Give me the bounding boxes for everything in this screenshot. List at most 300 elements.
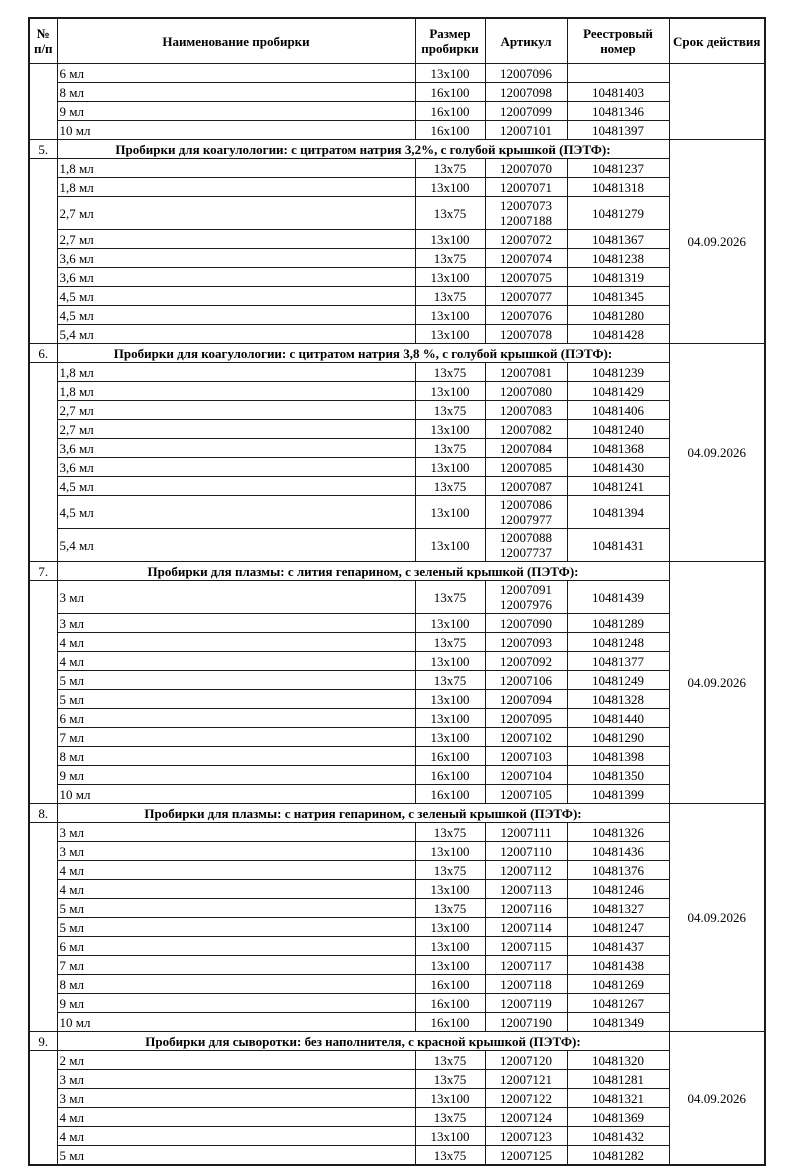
- cell-article: [485, 529, 567, 562]
- cell-article: [485, 439, 567, 458]
- cell-size: 13x100: [415, 1127, 485, 1146]
- cell-registry: 10481328: [567, 690, 669, 709]
- cell-name: 5 мл: [57, 918, 415, 937]
- article-value: 12007122: [500, 1090, 552, 1106]
- column-header-col-size: Размер пробирки: [415, 18, 485, 64]
- cell-size: 16x100: [415, 747, 485, 766]
- section-header-row: [29, 140, 765, 159]
- cell-name: 3 мл: [57, 614, 415, 633]
- cell-size: 13x100: [415, 918, 485, 937]
- cell-size: 13x100: [415, 178, 485, 197]
- table-row: [29, 529, 765, 562]
- cell-article: [485, 1127, 567, 1146]
- cell-registry: 10481440: [567, 709, 669, 728]
- article-value: 12007103: [500, 748, 552, 764]
- cell-size: 13x75: [415, 671, 485, 690]
- column-header-col-name: Наименование пробирки: [57, 18, 415, 64]
- cell-size: 16x100: [415, 994, 485, 1013]
- table-row: [29, 842, 765, 861]
- cell-name: 3,6 мл: [57, 249, 415, 268]
- cell-size: 13x100: [415, 230, 485, 249]
- cell-name: 1,8 мл: [57, 159, 415, 178]
- article-value: 12007116: [500, 900, 552, 916]
- article-value: 12007188: [500, 213, 552, 228]
- article-value: 12007074: [500, 250, 552, 266]
- cell-article: [485, 1089, 567, 1108]
- cell-name: 7 мл: [57, 956, 415, 975]
- table-row: [29, 880, 765, 899]
- header-row: [29, 18, 765, 64]
- cell-article: [485, 197, 567, 230]
- table-row: [29, 306, 765, 325]
- cell-size: 13x75: [415, 1051, 485, 1070]
- table-row: [29, 1127, 765, 1146]
- cell-article: [485, 496, 567, 529]
- cell-article: [485, 420, 567, 439]
- cell-name: 1,8 мл: [57, 363, 415, 382]
- cell-registry: 10481432: [567, 1127, 669, 1146]
- article-value: 12007082: [500, 421, 552, 437]
- cell-size: 13x75: [415, 439, 485, 458]
- article-value: 12007118: [500, 976, 552, 992]
- cell-name: 9 мл: [57, 994, 415, 1013]
- article-value: 12007071: [500, 179, 552, 195]
- cell-article: [485, 823, 567, 842]
- article-value: 12007112: [500, 862, 552, 878]
- table-row: [29, 325, 765, 344]
- table-row: [29, 956, 765, 975]
- cell-size: 13x75: [415, 1108, 485, 1127]
- cell-name: 2,7 мл: [57, 401, 415, 420]
- cell-registry: 10481240: [567, 420, 669, 439]
- article-value: 12007075: [500, 269, 552, 285]
- cell-size: 13x100: [415, 709, 485, 728]
- article-value: 12007099: [500, 103, 552, 119]
- cell-registry: 10481249: [567, 671, 669, 690]
- article-value: 12007077: [500, 288, 552, 304]
- column-header-col-number: № п/п: [29, 18, 57, 64]
- article-value: 12007977: [500, 512, 552, 527]
- cell-size: 13x100: [415, 306, 485, 325]
- cell-registry: 10481290: [567, 728, 669, 747]
- cell-registry: 10481398: [567, 747, 669, 766]
- cell-registry: 10481367: [567, 230, 669, 249]
- cell-registry: 10481280: [567, 306, 669, 325]
- cell-number-spacer: [29, 581, 57, 804]
- table-row: [29, 899, 765, 918]
- section-title: Пробирки для плазмы: с натрия гепарином, с зеленый крышкой (ПЭТФ):: [57, 804, 669, 823]
- cell-article: [485, 1051, 567, 1070]
- cell-name: 4 мл: [57, 880, 415, 899]
- cell-registry: 10481241: [567, 477, 669, 496]
- cell-name: 8 мл: [57, 747, 415, 766]
- table-row: [29, 785, 765, 804]
- cell-size: 13x100: [415, 64, 485, 83]
- cell-registry: 10481279: [567, 197, 669, 230]
- table-row: [29, 747, 765, 766]
- section-header-row: [29, 562, 765, 581]
- section-title: Пробирки для плазмы: с лития гепарином, с зеленый крышкой (ПЭТФ):: [57, 562, 669, 581]
- cell-registry: 10481267: [567, 994, 669, 1013]
- cell-size: 16x100: [415, 785, 485, 804]
- cell-registry: 10481368: [567, 439, 669, 458]
- article-value: 12007088: [500, 530, 552, 545]
- cell-name: 3 мл: [57, 1089, 415, 1108]
- article-value: 12007083: [500, 402, 552, 418]
- cell-size: 16x100: [415, 975, 485, 994]
- cell-registry: 10481429: [567, 382, 669, 401]
- cell-size: 13x100: [415, 420, 485, 439]
- table-row: [29, 918, 765, 937]
- cell-registry: 10481350: [567, 766, 669, 785]
- cell-article: [485, 899, 567, 918]
- table-row: [29, 671, 765, 690]
- article-value: 12007073: [500, 198, 552, 213]
- cell-article: [485, 633, 567, 652]
- article-value: 12007094: [500, 691, 552, 707]
- table-row: [29, 1146, 765, 1166]
- table-row: [29, 1108, 765, 1127]
- cell-name: 3 мл: [57, 842, 415, 861]
- cell-registry: 10481246: [567, 880, 669, 899]
- cell-number-spacer: [29, 823, 57, 1032]
- table-row: [29, 249, 765, 268]
- cell-article: [485, 382, 567, 401]
- table-row: [29, 728, 765, 747]
- article-value: 12007125: [500, 1147, 552, 1163]
- article-value: 12007091: [500, 582, 552, 597]
- article-value: 12007117: [500, 957, 552, 973]
- article-value: 12007085: [500, 459, 552, 475]
- article-value: 12007111: [500, 824, 552, 840]
- article-value: 12007096: [500, 65, 552, 81]
- cell-size: 13x75: [415, 861, 485, 880]
- article-value: 12007098: [500, 84, 552, 100]
- cell-article: [485, 325, 567, 344]
- section-title: Пробирки для сыворотки: без наполнителя, с красной крышкой (ПЭТФ):: [57, 1032, 669, 1051]
- cell-registry: 10481399: [567, 785, 669, 804]
- cell-name: 9 мл: [57, 766, 415, 785]
- cell-validity: [669, 64, 765, 140]
- cell-registry: 10481318: [567, 178, 669, 197]
- article-value: 12007124: [500, 1109, 552, 1125]
- cell-article: [485, 652, 567, 671]
- cell-name: 2 мл: [57, 1051, 415, 1070]
- cell-size: 13x75: [415, 899, 485, 918]
- article-value: 12007101: [500, 122, 552, 138]
- cell-article: [485, 842, 567, 861]
- cell-registry: 10481345: [567, 287, 669, 306]
- table-row: [29, 496, 765, 529]
- table-row: [29, 766, 765, 785]
- cell-name: 3 мл: [57, 823, 415, 842]
- cell-registry: 10481289: [567, 614, 669, 633]
- cell-registry: 10481269: [567, 975, 669, 994]
- cell-size: 13x75: [415, 401, 485, 420]
- cell-name: 5 мл: [57, 899, 415, 918]
- table-row: [29, 382, 765, 401]
- cell-article: [485, 937, 567, 956]
- cell-registry: 10481239: [567, 363, 669, 382]
- cell-article: [485, 64, 567, 83]
- column-header-col-article: Артикул: [485, 18, 567, 64]
- cell-name: 3,6 мл: [57, 439, 415, 458]
- cell-article: [485, 1070, 567, 1089]
- cell-article: [485, 477, 567, 496]
- cell-name: 4 мл: [57, 1127, 415, 1146]
- cell-registry: 10481394: [567, 496, 669, 529]
- cell-size: 16x100: [415, 102, 485, 121]
- article-value: 12007081: [500, 364, 552, 380]
- column-header-col-registry: Реестровый номер: [567, 18, 669, 64]
- cell-name: 5,4 мл: [57, 529, 415, 562]
- article-value: 12007114: [500, 919, 552, 935]
- cell-registry: 10481406: [567, 401, 669, 420]
- column-header-col-validity: Срок действия: [669, 18, 765, 64]
- table-row: [29, 937, 765, 956]
- table-row: [29, 83, 765, 102]
- cell-name: 4 мл: [57, 1108, 415, 1127]
- cell-size: 13x100: [415, 458, 485, 477]
- cell-registry: 10481238: [567, 249, 669, 268]
- table-row: [29, 581, 765, 614]
- table-row: [29, 975, 765, 994]
- cell-article: [485, 975, 567, 994]
- table-row: [29, 102, 765, 121]
- cell-article: [485, 956, 567, 975]
- table-row: [29, 1070, 765, 1089]
- cell-size: 16x100: [415, 766, 485, 785]
- cell-article: [485, 1013, 567, 1032]
- cell-registry: 10481320: [567, 1051, 669, 1070]
- cell-name: 6 мл: [57, 64, 415, 83]
- table-row: [29, 363, 765, 382]
- article-value: 12007092: [500, 653, 552, 669]
- cell-size: 13x100: [415, 614, 485, 633]
- cell-section-number: 5.: [29, 140, 57, 159]
- tubes-registry-table: [28, 17, 766, 1166]
- cell-section-number: 8.: [29, 804, 57, 823]
- cell-size: 13x75: [415, 287, 485, 306]
- cell-name: 1,8 мл: [57, 178, 415, 197]
- cell-registry: 10481437: [567, 937, 669, 956]
- section-header-row: [29, 344, 765, 363]
- cell-name: 2,7 мл: [57, 197, 415, 230]
- cell-name: 2,7 мл: [57, 230, 415, 249]
- cell-size: 13x75: [415, 633, 485, 652]
- cell-article: [485, 614, 567, 633]
- cell-registry: 10481326: [567, 823, 669, 842]
- cell-size: 13x75: [415, 581, 485, 614]
- cell-article: [485, 880, 567, 899]
- cell-size: 13x100: [415, 382, 485, 401]
- cell-size: 13x75: [415, 197, 485, 230]
- table-row: [29, 439, 765, 458]
- cell-name: 8 мл: [57, 975, 415, 994]
- section-title: Пробирки для коагулологии: с цитратом натрия 3,8 %, с голубой крышкой (ПЭТФ):: [57, 344, 669, 363]
- table-row: [29, 287, 765, 306]
- cell-registry: 10481237: [567, 159, 669, 178]
- cell-name: 4,5 мл: [57, 306, 415, 325]
- cell-registry: [567, 64, 669, 83]
- cell-size: 13x100: [415, 937, 485, 956]
- cell-size: 16x100: [415, 121, 485, 140]
- cell-registry: 10481430: [567, 458, 669, 477]
- cell-article: [485, 709, 567, 728]
- article-value: 12007104: [500, 767, 552, 783]
- article-value: 12007102: [500, 729, 552, 745]
- cell-article: [485, 861, 567, 880]
- cell-name: 6 мл: [57, 937, 415, 956]
- cell-name: 5 мл: [57, 690, 415, 709]
- article-value: 12007072: [500, 231, 552, 247]
- cell-registry: 10481247: [567, 918, 669, 937]
- cell-registry: 10481438: [567, 956, 669, 975]
- article-value: 12007093: [500, 634, 552, 650]
- article-value: 12007190: [500, 1014, 552, 1030]
- cell-size: 13x75: [415, 363, 485, 382]
- article-value: 12007076: [500, 307, 552, 323]
- cell-article: [485, 306, 567, 325]
- table-row: [29, 159, 765, 178]
- section-header-row: [29, 1032, 765, 1051]
- cell-size: 13x100: [415, 728, 485, 747]
- cell-registry: 10481436: [567, 842, 669, 861]
- article-value: 12007737: [500, 545, 552, 560]
- cell-name: 4 мл: [57, 652, 415, 671]
- table-header: [29, 18, 765, 64]
- cell-article: [485, 1146, 567, 1166]
- cell-article: [485, 690, 567, 709]
- table-row: [29, 230, 765, 249]
- cell-name: 6 мл: [57, 709, 415, 728]
- cell-article: [485, 747, 567, 766]
- article-value: 12007113: [500, 881, 552, 897]
- cell-size: 13x100: [415, 956, 485, 975]
- table-body: [29, 64, 765, 1166]
- cell-number-spacer: [29, 1051, 57, 1166]
- cell-registry: 10481377: [567, 652, 669, 671]
- section-title: Пробирки для коагулологии: с цитратом натрия 3,2%, с голубой крышкой (ПЭТФ):: [57, 140, 669, 159]
- cell-article: [485, 401, 567, 420]
- table-row: [29, 458, 765, 477]
- table-row: [29, 1013, 765, 1032]
- cell-size: 13x100: [415, 880, 485, 899]
- cell-name: 4 мл: [57, 633, 415, 652]
- cell-size: 13x100: [415, 268, 485, 287]
- cell-size: 13x100: [415, 325, 485, 344]
- cell-section-number: 9.: [29, 1032, 57, 1051]
- article-value: 12007123: [500, 1128, 552, 1144]
- cell-article: [485, 268, 567, 287]
- cell-size: 13x75: [415, 823, 485, 842]
- cell-name: 4 мл: [57, 861, 415, 880]
- cell-name: 8 мл: [57, 83, 415, 102]
- article-value: 12007078: [500, 326, 552, 342]
- cell-name: 10 мл: [57, 785, 415, 804]
- cell-validity: 04.09.2026: [669, 140, 765, 344]
- cell-article: [485, 994, 567, 1013]
- section-header-row: [29, 804, 765, 823]
- cell-name: 10 мл: [57, 121, 415, 140]
- table-row: [29, 477, 765, 496]
- cell-name: 4,5 мл: [57, 496, 415, 529]
- cell-name: 5 мл: [57, 1146, 415, 1166]
- cell-article: [485, 458, 567, 477]
- article-value: 12007120: [500, 1052, 552, 1068]
- cell-article: [485, 766, 567, 785]
- cell-registry: 10481376: [567, 861, 669, 880]
- article-value: 12007105: [500, 786, 552, 802]
- cell-article: [485, 178, 567, 197]
- article-value: 12007070: [500, 160, 552, 176]
- cell-article: [485, 83, 567, 102]
- cell-number-spacer: [29, 363, 57, 562]
- cell-size: 13x100: [415, 842, 485, 861]
- cell-size: 13x100: [415, 529, 485, 562]
- cell-name: 1,8 мл: [57, 382, 415, 401]
- cell-size: 13x75: [415, 159, 485, 178]
- table-row: [29, 121, 765, 140]
- table-row: [29, 1051, 765, 1070]
- cell-size: 13x100: [415, 496, 485, 529]
- cell-registry: 10481431: [567, 529, 669, 562]
- table-row: [29, 861, 765, 880]
- cell-validity: 04.09.2026: [669, 804, 765, 1032]
- cell-name: 9 мл: [57, 102, 415, 121]
- cell-registry: 10481428: [567, 325, 669, 344]
- cell-name: 10 мл: [57, 1013, 415, 1032]
- cell-article: [485, 249, 567, 268]
- cell-article: [485, 230, 567, 249]
- cell-name: 3,6 мл: [57, 268, 415, 287]
- table-row: [29, 690, 765, 709]
- cell-article: [485, 121, 567, 140]
- table-row: [29, 197, 765, 230]
- cell-name: 2,7 мл: [57, 420, 415, 439]
- table-row: [29, 64, 765, 83]
- cell-article: [485, 671, 567, 690]
- table-row: [29, 1089, 765, 1108]
- cell-size: 13x75: [415, 477, 485, 496]
- cell-name: 5 мл: [57, 671, 415, 690]
- table-row: [29, 652, 765, 671]
- cell-article: [485, 728, 567, 747]
- cell-size: 13x100: [415, 1089, 485, 1108]
- cell-name: 3 мл: [57, 1070, 415, 1089]
- cell-validity: 04.09.2026: [669, 562, 765, 804]
- cell-size: 13x75: [415, 249, 485, 268]
- cell-name: 7 мл: [57, 728, 415, 747]
- table-row: [29, 420, 765, 439]
- table-row: [29, 709, 765, 728]
- cell-name: 3,6 мл: [57, 458, 415, 477]
- cell-registry: 10481319: [567, 268, 669, 287]
- cell-registry: 10481397: [567, 121, 669, 140]
- cell-article: [485, 785, 567, 804]
- cell-size: 13x100: [415, 652, 485, 671]
- cell-article: [485, 102, 567, 121]
- cell-name: 4,5 мл: [57, 477, 415, 496]
- article-value: 12007090: [500, 615, 552, 631]
- article-value: 12007119: [500, 995, 552, 1011]
- cell-size: 16x100: [415, 1013, 485, 1032]
- table-row: [29, 823, 765, 842]
- article-value: 12007110: [500, 843, 552, 859]
- cell-registry: 10481346: [567, 102, 669, 121]
- article-value: 12007976: [500, 597, 552, 612]
- table-row: [29, 614, 765, 633]
